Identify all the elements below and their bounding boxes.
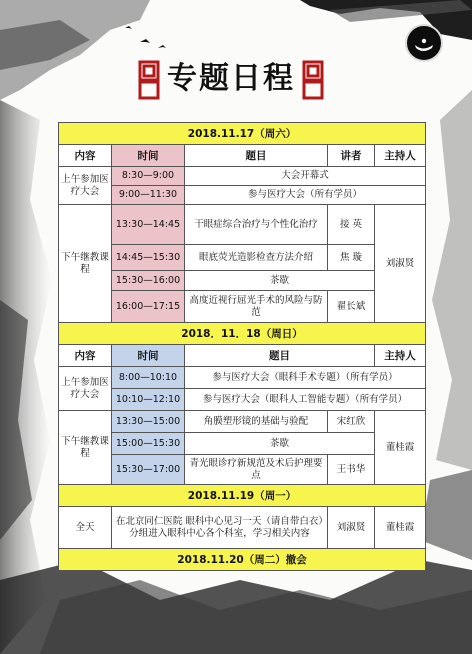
session-label: 上午参加医疗大会: [59, 367, 112, 411]
date-label: 2018.11.17（周六）: [59, 123, 426, 145]
speaker-cell: 王书华: [328, 455, 375, 485]
time-cell: 15:30—16:00: [112, 271, 185, 291]
time-cell: 15:30—17:00: [112, 455, 185, 485]
session-label: 全天: [59, 507, 112, 549]
header-time: 时间: [112, 345, 185, 367]
session-label: 上午参加医疗大会: [59, 167, 112, 205]
speaker-cell: 刘淑贤: [328, 507, 375, 549]
header-host: 主持人: [375, 145, 426, 167]
header-host: 主持人: [375, 345, 426, 367]
table-row: [59, 433, 426, 455]
speaker-cell: 焦 璇: [328, 245, 375, 271]
music-toggle-button[interactable]: [405, 24, 443, 62]
table-row: [59, 291, 426, 323]
date-row: [59, 123, 426, 145]
table-row: [59, 507, 426, 549]
table-row: [59, 367, 426, 389]
speaker-cell: 翟长斌: [328, 291, 375, 323]
date-row: [59, 323, 426, 345]
topic-cell: 茶歇: [185, 271, 375, 291]
date-row: [59, 485, 426, 507]
date-row: [59, 549, 426, 571]
page-title: 专题日程: [167, 61, 295, 96]
time-cell: 16:00—17:15: [112, 291, 185, 323]
header-topic: 题目: [185, 345, 375, 367]
time-cell: 8:00—10:10: [112, 367, 185, 389]
date-label: 2018．11．18（周日）: [59, 323, 426, 345]
chinese-knot-icon: [298, 58, 328, 102]
chinese-knot-icon: [134, 58, 164, 102]
music-disc-icon: [407, 26, 441, 60]
schedule-table: [58, 122, 426, 571]
title-banner: [128, 52, 333, 108]
header-speaker: 讲者: [328, 145, 375, 167]
speaker-cell: 接 英: [328, 205, 375, 245]
topic-cell: 参与医疗大会（所有学员）: [185, 186, 426, 205]
time-cell: 15:00—15:30: [112, 433, 185, 455]
table-row: [59, 411, 426, 433]
topic-cell: 在北京同仁医院 眼科中心见习一天（请自带白衣）分组进入眼科中心各个科室，学习相关内容: [112, 507, 328, 549]
table-row: [59, 245, 426, 271]
topic-cell: 干眼症综合治疗与个性化治疗: [185, 205, 328, 245]
time-cell: 13:30—14:45: [112, 205, 185, 245]
table-row: [59, 389, 426, 411]
date-label: 2018.11.20（周二）撤会: [59, 549, 426, 571]
topic-cell: 参与医疗大会（眼科手术专题）（所有学员）: [185, 367, 426, 389]
time-cell: 14:45—15:30: [112, 245, 185, 271]
header-topic: 题目: [185, 145, 328, 167]
session-label: 下午继教课程: [59, 205, 112, 323]
header-row: [59, 145, 426, 167]
table-row: [59, 455, 426, 485]
host-cell: 刘淑贤: [375, 205, 426, 323]
topic-cell: 高度近视行屈光手术的风险与防范: [185, 291, 328, 323]
host-cell: 董桂霞: [375, 507, 426, 549]
table-row: [59, 205, 426, 245]
time-cell: 8:30—9:00: [112, 167, 185, 186]
topic-cell: 参与医疗大会（眼科人工智能专题）（所有学员）: [185, 389, 426, 411]
header-time: 时间: [112, 145, 185, 167]
table-row: [59, 271, 426, 291]
topic-cell: 眼底荧光造影检查方法介绍: [185, 245, 328, 271]
topic-cell: 大会开幕式: [185, 167, 426, 186]
topic-cell: 茶歇: [185, 433, 375, 455]
topic-cell: 角膜塑形镜的基础与验配: [185, 411, 328, 433]
header-content: 内容: [59, 145, 112, 167]
table-row: [59, 186, 426, 205]
time-cell: 13:30—15:00: [112, 411, 185, 433]
host-cell: 董桂霞: [375, 411, 426, 485]
time-cell: 9:00—11:30: [112, 186, 185, 205]
time-cell: 10:10—12:10: [112, 389, 185, 411]
date-label: 2018.11.19（周一）: [59, 485, 426, 507]
header-content: 内容: [59, 345, 112, 367]
header-row: [59, 345, 426, 367]
speaker-cell: 宋红欣: [328, 411, 375, 433]
session-label: 下午继教课程: [59, 411, 112, 485]
table-row: [59, 167, 426, 186]
topic-cell: 青光眼诊疗新规范及术后护理要点: [185, 455, 328, 485]
